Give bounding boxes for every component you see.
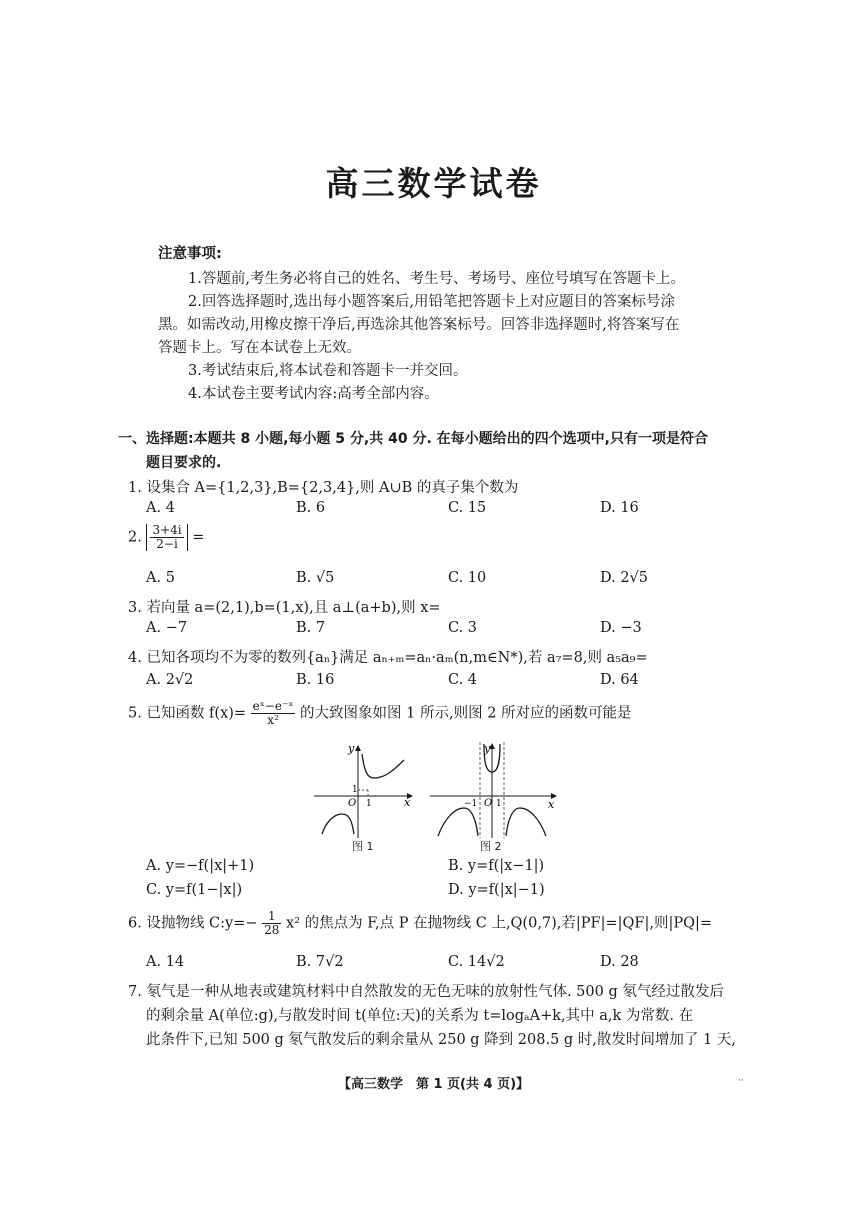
- notice-heading: 注意事项:: [158, 246, 222, 262]
- q4-option-c: C. 4: [448, 672, 478, 688]
- q3-option-c: C. 3: [448, 620, 478, 636]
- curve-left-branch: [438, 808, 478, 836]
- q6-option-d: D. 28: [600, 954, 639, 970]
- figure-1-graph: [312, 740, 420, 840]
- q5-prefix: 5. 已知函数 f(x)=: [128, 705, 247, 722]
- notice-item: 4.本试卷主要考试内容:高考全部内容。: [188, 386, 439, 402]
- q2-numerator: 3+4i: [152, 523, 182, 537]
- figure-1-caption: 图 1: [352, 840, 374, 853]
- q4-option-b: B. 16: [296, 672, 335, 688]
- q2-denominator: 2−i: [156, 537, 178, 552]
- notice-item: 3.考试结束后,将本试卷和答题卡一并交回。: [188, 363, 468, 379]
- q2-option-a: A. 5: [146, 570, 175, 586]
- section-heading: 一、选择题:本题共 8 小题,每小题 5 分,共 40 分. 在每小题给出的四个选项中,只有一项是符合: [118, 431, 708, 447]
- notice-item: 答题卡上。写在本试卷上无效。: [158, 340, 361, 356]
- q2-suffix: =: [192, 529, 205, 546]
- q6-numerator: 1: [262, 910, 281, 924]
- question-7-line: 此条件下,已知 500 g 氡气散发后的剩余量从 250 g 降到 208.5 g 时,散发时间增加了 1 天,: [146, 1032, 736, 1048]
- q2-option-d: D. 2√5: [600, 570, 649, 586]
- notice-item: 黑。如需改动,用橡皮擦干净后,再选涂其他答案标号。回答非选择题时,将答案写在: [158, 317, 680, 333]
- q6-option-b: B. 7√2: [296, 954, 344, 970]
- curve-right-branch: [362, 754, 404, 778]
- tick-label-1: 1: [496, 799, 502, 809]
- q3-option-b: B. 7: [296, 620, 326, 636]
- q1-option-a: A. 4: [146, 500, 175, 516]
- q5-suffix: 的大致图象如图 1 所示,则图 2 所对应的函数可能是: [300, 705, 632, 722]
- y-axis-label: y: [348, 742, 355, 755]
- question-7-line: 7. 氡气是一种从地表或建筑材料中自然散发的无色无味的放射性气体. 500 g 氡气经过散发后: [128, 984, 724, 1000]
- tick-label-1: 1: [366, 799, 372, 809]
- q4-option-d: D. 64: [600, 672, 639, 688]
- q5-fraction: [251, 700, 296, 727]
- page-title: 高三数学试卷: [325, 164, 542, 203]
- origin-label: O: [484, 798, 493, 809]
- q2-option-b: B. √5: [296, 570, 335, 586]
- q3-option-a: A. −7: [146, 620, 188, 636]
- q6-fraction: [262, 910, 281, 937]
- q5-numerator: eˣ−e⁻ˣ: [252, 699, 294, 713]
- figure-2-caption: 图 2: [480, 840, 502, 853]
- q2-option-c: C. 10: [448, 570, 487, 586]
- question-3-stem: 3. 若向量 a=(2,1),b=(1,x),且 a⊥(a+b),则 x=: [128, 600, 441, 616]
- tick-label-1: 1: [352, 785, 358, 795]
- tick-label-neg1: −1: [464, 799, 478, 809]
- notice-item: 2.回答选择题时,选出每小题答案后,用铅笔把答题卡上对应题目的答案标号涂: [188, 294, 676, 310]
- q5-denominator: x²: [267, 713, 279, 728]
- q5-option-c: C. y=f(1−|x|): [146, 882, 243, 898]
- page-footer: 【高三数学 第 1 页(共 4 页)】: [337, 1077, 530, 1092]
- figure-2-graph: [428, 740, 560, 840]
- q6-option-a: A. 14: [146, 954, 185, 970]
- notice-item: 1.答题前,考生务必将自己的姓名、考生号、考场号、座位号填写在答题卡上。: [188, 271, 685, 287]
- q5-option-d: D. y=f(|x|−1): [448, 882, 545, 898]
- abs-value-bars: [146, 524, 187, 551]
- q2-prefix: 2.: [128, 529, 142, 546]
- q5-option-a: A. y=−f(|x|+1): [146, 858, 255, 874]
- question-6-stem: [128, 910, 712, 937]
- curve-right-branch: [506, 808, 546, 836]
- question-5-stem: [128, 700, 632, 727]
- question-1-stem: 1. 设集合 A={1,2,3},B={2,3,4},则 A∪B 的真子集个数为: [128, 480, 519, 496]
- question-4-stem: 4. 已知各项均不为零的数列{aₙ}满足 aₙ₊ₘ=aₙ·aₘ(n,m∈N*),若 a₇=8,则 a₅a₉=: [128, 650, 648, 666]
- question-2-stem: [128, 524, 204, 551]
- q6-denominator: 28: [264, 923, 280, 938]
- q6-prefix: 6. 设抛物线 C:y=−: [128, 915, 258, 932]
- q1-option-c: C. 15: [448, 500, 487, 516]
- q3-option-d: D. −3: [600, 620, 642, 636]
- section-heading-cont: 题目要求的.: [146, 455, 222, 471]
- question-7-line: 的剩余量 A(单位:g),与散发时间 t(单位:天)的关系为 t=logₐA+k,其中 a,k 为常数. 在: [146, 1008, 694, 1024]
- q6-option-c: C. 14√2: [448, 954, 505, 970]
- origin-label: O: [348, 798, 357, 809]
- q6-suffix: x² 的焦点为 F,点 P 在抛物线 C 上,Q(0,7),若|PF|=|QF|,则|PQ|=: [286, 915, 713, 932]
- y-axis-label: y: [484, 742, 491, 755]
- q2-fraction: [150, 524, 183, 551]
- q5-option-b: B. y=f(|x−1|): [448, 858, 545, 874]
- x-axis-label: x: [404, 796, 411, 809]
- q1-option-b: B. 6: [296, 500, 326, 516]
- x-axis-label: x: [548, 798, 555, 811]
- curve-left-branch: [322, 814, 354, 834]
- corner-mark: ··: [738, 1076, 744, 1086]
- q1-option-d: D. 16: [600, 500, 639, 516]
- q4-option-a: A. 2√2: [146, 672, 194, 688]
